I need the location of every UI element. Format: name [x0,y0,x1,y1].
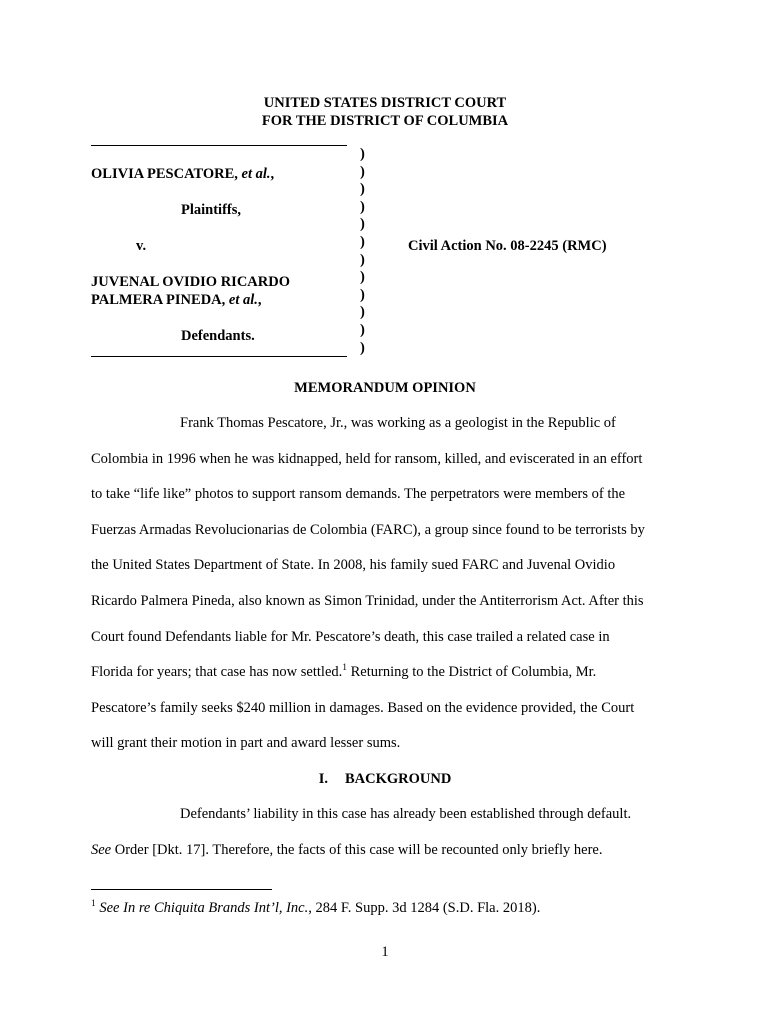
defendant-role: Defendants. [181,328,255,344]
caption-parenthesis: ) [360,339,365,356]
caption-parenthesis: ) [360,181,365,198]
caption-parenthesis: ) [360,146,365,162]
body-line: the United States Department of State. In 2008, his family sued FARC and Juvenal Ovidio [91,557,616,573]
plaintiff-suffix: , [270,166,275,182]
body-line: Pescatore’s family seeks $240 million in damages. Based on the evidence provided, the Court [91,700,635,716]
section-number: I. [318,771,328,787]
body-line [91,841,602,859]
body-text: Order [Dkt. 17]. Therefore, the facts of this case will be recounted only briefly here. [111,842,603,858]
caption-parenthesis-column [360,146,365,357]
body-line: Court found Defendants liable for Mr. Pescatore’s death, this case trailed a related case in [91,629,610,645]
caption-top-rule [91,145,347,146]
civil-action-number: Civil Action No. 08-2245 (RMC) [408,238,607,254]
caption-parenthesis: ) [360,251,365,268]
signal-see: See [91,842,112,858]
defendant-suffix: , [257,292,262,308]
body-line: Ricardo Palmera Pineda, also known as Simon Trinidad, under the Antiterrorism Act. After this [91,593,644,609]
footnote-citation-rest: , 284 F. Supp. 3d 1284 (S.D. Fla. 2018). [308,900,541,916]
body-line: Frank Thomas Pescatore, Jr., was working as a geologist in the Republic of [180,415,616,431]
opinion-title: MEMORANDUM OPINION [294,380,476,396]
plaintiff-etal: et al. [241,166,271,182]
caption-parenthesis: ) [360,198,365,215]
footnote-citation-case: See In re Chiquita Brands Int’l, Inc. [95,900,309,916]
versus: v. [136,238,147,254]
defendant-name-text: PALMERA PINEDA, [91,292,229,308]
page-number: 1 [381,944,389,960]
footnote-separator [91,889,272,890]
body-text: Florida for years; that case has now settled. [91,664,343,680]
plaintiff-name [91,165,274,183]
body-line: to take “life like” photos to support ransom demands. The perpetrators were members of the [91,486,626,502]
footnote [91,899,540,917]
defendant-name-line1: JUVENAL OVIDIO RICARDO [91,274,290,290]
section-heading-background [0,770,770,788]
court-name: UNITED STATES DISTRICT COURT [263,95,507,111]
body-line: Colombia in 1996 when he was kidnapped, held for ransom, killed, and eviscerated in an effort [91,451,643,467]
body-text: Returning to the District of Columbia, Mr. [347,664,597,680]
caption-parenthesis: ) [360,233,365,250]
defendant-name-line2 [91,291,262,309]
court-district: FOR THE DISTRICT OF COLUMBIA [261,113,509,129]
section-title: BACKGROUND [344,771,452,787]
body-line: will grant their motion in part and award lesser sums. [91,735,401,751]
body-line: Fuerzas Armadas Revolucionarias de Colombia (FARC), a group since found to be terrorists by [91,522,645,538]
caption-parenthesis: ) [360,216,365,233]
caption-parenthesis: ) [360,269,365,286]
caption-parenthesis: ) [360,321,365,338]
court-header [0,94,770,130]
plaintiff-role: Plaintiffs, [181,202,242,218]
plaintiff-name-text: OLIVIA PESCATORE, [91,166,242,182]
footnote-reference[interactable]: 1 [342,663,348,674]
defendant-etal: et al. [228,292,258,308]
body-line: Defendants’ liability in this case has already been established through default. [180,806,632,822]
caption-bottom-rule [91,356,347,357]
footnote-marker: 1 [91,899,96,910]
caption-parenthesis: ) [360,163,365,180]
caption-parenthesis: ) [360,286,365,303]
caption-parenthesis: ) [360,304,365,321]
body-line [91,663,596,681]
